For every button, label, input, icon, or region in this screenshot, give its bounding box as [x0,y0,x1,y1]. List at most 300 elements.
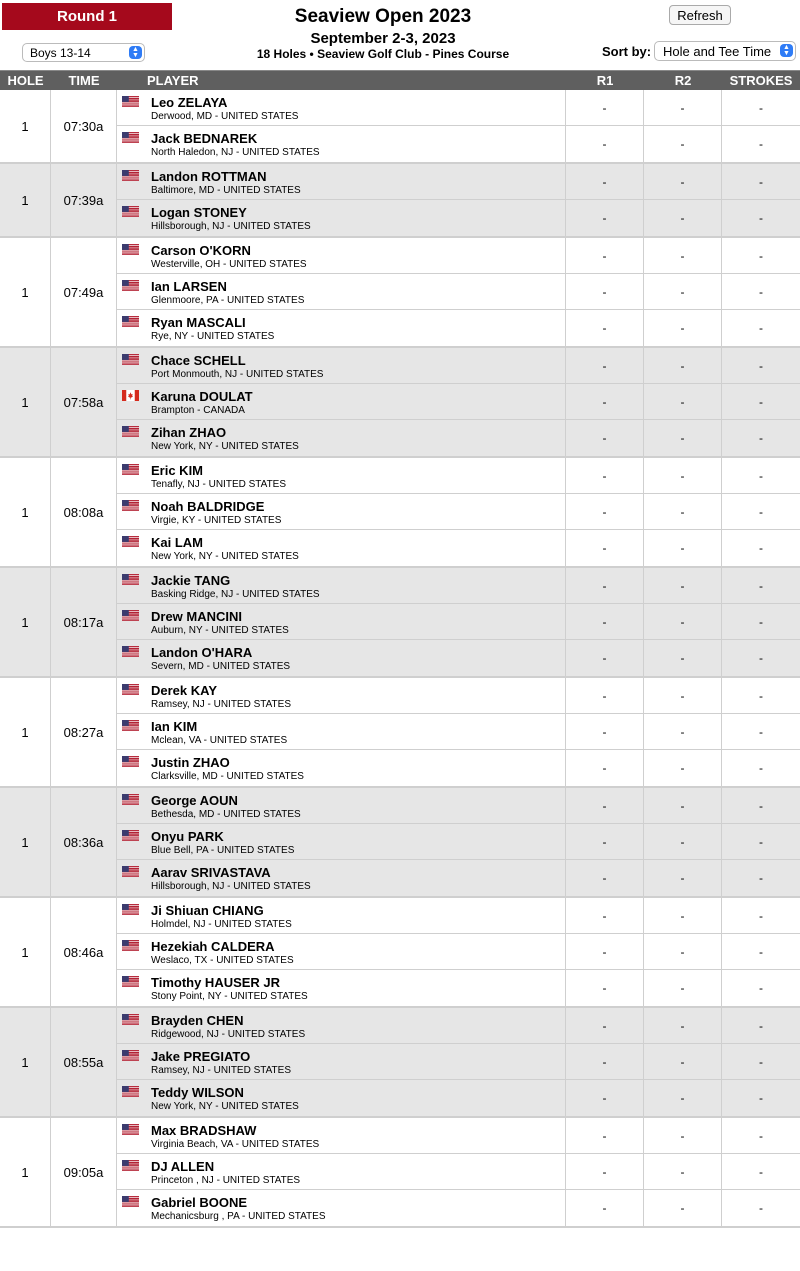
hole-cell: 1 [0,568,51,676]
player-name[interactable]: Ian LARSEN [151,279,227,294]
score-strokes: - [759,431,763,445]
player-row[interactable] [117,1044,800,1080]
player-name[interactable]: Zihan ZHAO [151,425,227,440]
column-hole: HOLE [7,73,44,88]
player-row[interactable] [117,604,800,640]
usa-flag-icon [122,1012,139,1023]
event-title: Seaview Open 2023 [294,6,472,27]
usa-flag-icon [122,242,139,253]
player-cell [117,1008,566,1043]
score-r2: - [644,898,722,933]
group-players [117,1118,800,1226]
score-r2: - [644,164,722,199]
player-row[interactable] [117,238,800,274]
tee-time-cell: 08:17a [51,568,117,676]
score-r2: - [644,494,722,529]
usa-flag-icon [122,792,139,803]
player-cell [117,1080,566,1116]
player-name[interactable]: Leo ZELAYA [151,95,228,110]
score-r2: - [644,934,722,969]
event-dates: September 2-3, 2023 [310,30,456,47]
player-location: Glenmoore, PA - UNITED STATES [151,295,305,306]
score-r2: - [644,1118,722,1153]
sort-select-value: Hole and Tee Time [663,43,772,59]
score-strokes: - [759,651,763,665]
score-strokes: - [759,358,763,373]
player-row[interactable] [117,494,800,530]
score-r2: - [644,604,722,639]
player-cell [117,568,566,603]
score-strokes: - [759,284,763,299]
player-cell [117,126,566,162]
player-name[interactable]: Landon O'HARA [151,645,253,660]
score-strokes: - [759,908,763,923]
score-r1: - [566,604,644,639]
player-location: Stony Point, NY - UNITED STATES [151,991,308,1002]
score-strokes: - [759,541,763,555]
player-location: Derwood, MD - UNITED STATES [151,111,299,122]
player-row[interactable] [117,1118,800,1154]
player-row[interactable] [117,640,800,676]
player-name[interactable]: Teddy WILSON [151,1085,244,1100]
player-cell [117,164,566,199]
player-cell [117,238,566,273]
sort-select[interactable] [654,41,796,61]
usa-flag-icon [122,938,139,949]
player-location: Rye, NY - UNITED STATES [151,331,275,342]
usa-flag-icon [122,314,139,325]
group-players [117,1008,800,1116]
player-cell [117,714,566,749]
score-strokes: - [759,1201,763,1215]
score-r1: - [566,824,644,859]
hole-cell: 1 [0,348,51,456]
score-r2: - [644,640,722,676]
player-row[interactable] [117,530,800,566]
select-arrows-icon: ▲ ▼ [780,44,793,57]
player-name[interactable]: Timothy HAUSER JR [151,975,281,990]
player-location: Ramsey, NJ - UNITED STATES [151,699,292,710]
score-r2: - [644,1190,722,1226]
score-r2: - [644,310,722,346]
tee-time-group [0,1118,800,1228]
hole-cell: 1 [0,898,51,1006]
score-r2: - [644,1044,722,1079]
player-cell [117,678,566,713]
score-r2: - [644,568,722,603]
usa-flag-icon [122,902,139,913]
canada-flag-icon [122,388,139,399]
player-name[interactable]: Eric KIM [151,463,204,478]
player-row[interactable] [117,1080,800,1116]
player-location: Auburn, NY - UNITED STATES [151,625,289,636]
player-cell [117,970,566,1006]
player-cell [117,1154,566,1189]
player-location: New York, NY - UNITED STATES [151,1101,299,1112]
player-location: Baltimore, MD - UNITED STATES [151,185,301,196]
score-r2: - [644,348,722,383]
score-r1: - [566,750,644,786]
player-name[interactable]: DJ ALLEN [151,1159,215,1174]
player-name[interactable]: Gabriel BOONE [151,1195,248,1210]
group-players [117,458,800,566]
player-cell [117,1190,566,1226]
player-row[interactable] [117,200,800,236]
score-r1: - [566,348,644,383]
player-name[interactable]: Chace SCHELL [151,353,246,368]
usa-flag-icon [122,864,139,875]
round-tab[interactable]: Round 1 [2,3,172,30]
player-name[interactable]: Onyu PARK [151,829,224,844]
player-cell [117,788,566,823]
score-r2: - [644,238,722,273]
tee-time-group [0,458,800,568]
group-players [117,788,800,896]
hole-cell: 1 [0,1118,51,1226]
score-r1: - [566,458,644,493]
player-name[interactable]: Jackie TANG [151,573,231,588]
hole-cell: 1 [0,90,51,162]
hole-cell: 1 [0,238,51,346]
player-cell [117,640,566,676]
score-r2: - [644,200,722,236]
player-location: Mechanicsburg , PA - UNITED STATES [151,1211,326,1222]
usa-flag-icon [122,424,139,435]
player-name[interactable]: Ji Shiuan CHIANG [151,903,264,918]
score-r1: - [566,678,644,713]
player-location: Virginia Beach, VA - UNITED STATES [151,1139,320,1150]
score-strokes: - [759,1128,763,1143]
score-r1: - [566,530,644,566]
player-location: Blue Bell, PA - UNITED STATES [151,845,295,856]
player-cell [117,420,566,456]
tee-time-cell: 07:39a [51,164,117,236]
score-r1: - [566,126,644,162]
player-location: New York, NY - UNITED STATES [151,551,299,562]
score-r1: - [566,1118,644,1153]
score-strokes: - [759,394,763,409]
score-r1: - [566,1190,644,1226]
score-r2: - [644,530,722,566]
score-r1: - [566,898,644,933]
score-r1: - [566,200,644,236]
group-players [117,164,800,236]
score-strokes: - [759,504,763,519]
tee-time-cell: 07:49a [51,238,117,346]
player-row[interactable] [117,824,800,860]
player-cell [117,274,566,309]
usa-flag-icon [122,572,139,583]
player-name[interactable]: Jake PREGIATO [151,1049,251,1064]
score-strokes: - [759,981,763,995]
group-players [117,238,800,346]
score-strokes: - [759,174,763,189]
hole-cell: 1 [0,678,51,786]
player-cell [117,494,566,529]
player-row[interactable] [117,384,800,420]
score-strokes: - [759,1054,763,1069]
player-name[interactable]: Kai LAM [151,535,203,550]
player-location: Port Monmouth, NJ - UNITED STATES [151,369,324,380]
score-r2: - [644,1080,722,1116]
tee-time-group [0,788,800,898]
player-row[interactable] [117,860,800,896]
tee-time-group [0,898,800,1008]
player-name[interactable]: Noah BALDRIDGE [151,499,265,514]
usa-flag-icon [122,498,139,509]
score-strokes: - [759,578,763,593]
score-r1: - [566,860,644,896]
player-name[interactable]: Jack BEDNAREK [151,131,258,146]
player-cell [117,750,566,786]
score-r2: - [644,274,722,309]
score-strokes: - [759,944,763,959]
player-cell [117,90,566,125]
player-location: Basking Ridge, NJ - UNITED STATES [151,589,320,600]
score-strokes: - [759,614,763,629]
player-location: Weslaco, TX - UNITED STATES [151,955,294,966]
refresh-button[interactable]: Refresh [669,5,731,25]
player-name[interactable]: Carson O'KORN [151,243,251,258]
column-r1: R1 [596,73,614,88]
hole-cell: 1 [0,788,51,896]
usa-flag-icon [122,1084,139,1095]
score-r1: - [566,1044,644,1079]
player-cell [117,1044,566,1079]
tee-time-cell: 07:30a [51,90,117,162]
tee-time-cell: 07:58a [51,348,117,456]
column-r2: R2 [674,73,692,88]
player-location: North Haledon, NJ - UNITED STATES [151,147,320,158]
group-players [117,678,800,786]
score-strokes: - [759,248,763,263]
player-name[interactable]: Ian KIM [151,719,198,734]
usa-flag-icon [122,1158,139,1169]
group-players [117,898,800,1006]
player-row[interactable] [117,678,800,714]
player-cell [117,310,566,346]
usa-flag-icon [122,754,139,765]
score-strokes: - [759,1164,763,1179]
player-name[interactable]: Derek KAY [151,683,218,698]
player-name[interactable]: Drew MANCINI [151,609,243,624]
tee-time-cell: 08:36a [51,788,117,896]
score-r2: - [644,1154,722,1189]
player-row[interactable] [117,714,800,750]
player-name[interactable]: Hezekiah CALDERA [151,939,275,954]
score-r1: - [566,970,644,1006]
player-name[interactable]: Max BRADSHAW [151,1123,257,1138]
player-row[interactable] [117,750,800,786]
player-location: Westerville, OH - UNITED STATES [151,259,307,270]
player-row[interactable] [117,1190,800,1226]
score-r1: - [566,310,644,346]
usa-flag-icon [122,608,139,619]
player-row[interactable] [117,934,800,970]
usa-flag-icon [122,1048,139,1059]
player-row[interactable] [117,310,800,346]
score-r2: - [644,824,722,859]
player-cell [117,348,566,383]
player-cell [117,1118,566,1153]
score-strokes: - [759,724,763,739]
player-location: Tenafly, NJ - UNITED STATES [151,479,287,490]
player-location: Brampton - CANADA [151,405,245,416]
score-r1: - [566,1080,644,1116]
player-location: Clarksville, MD - UNITED STATES [151,771,304,782]
tee-time-group [0,238,800,348]
player-cell [117,200,566,236]
player-row[interactable] [117,420,800,456]
score-strokes: - [759,137,763,151]
player-row[interactable] [117,126,800,162]
score-r2: - [644,788,722,823]
player-location: Virgie, KY - UNITED STATES [151,515,282,526]
player-name[interactable]: Ryan MASCALI [151,315,246,330]
player-row[interactable] [117,568,800,604]
player-row[interactable] [117,970,800,1006]
player-name[interactable]: Karuna DOULAT [151,389,253,404]
player-cell [117,824,566,859]
score-strokes: - [759,871,763,885]
player-location: Ramsey, NJ - UNITED STATES [151,1065,292,1076]
usa-flag-icon [122,352,139,363]
column-player: PLAYER [147,73,199,88]
score-strokes: - [759,468,763,483]
score-r1: - [566,788,644,823]
player-row[interactable] [117,1008,800,1044]
score-r1: - [566,1154,644,1189]
tee-time-group [0,90,800,164]
tee-time-group [0,348,800,458]
score-r2: - [644,750,722,786]
tee-time-group [0,1008,800,1118]
score-r2: - [644,420,722,456]
column-strokes: STROKES [729,73,793,88]
usa-flag-icon [122,1122,139,1133]
tee-times-table [0,90,800,1228]
player-location: Holmdel, NJ - UNITED STATES [151,919,292,930]
score-r2: - [644,126,722,162]
score-r1: - [566,90,644,125]
usa-flag-icon [122,130,139,141]
sort-label: Sort by: [602,44,652,59]
tee-time-cell: 08:08a [51,458,117,566]
player-cell [117,860,566,896]
player-location: New York, NY - UNITED STATES [151,441,299,452]
score-r1: - [566,494,644,529]
player-row[interactable] [117,164,800,200]
player-name[interactable]: Logan STONEY [151,205,247,220]
player-location: Severn, MD - UNITED STATES [151,661,291,672]
player-location: Ridgewood, NJ - UNITED STATES [151,1029,306,1040]
usa-flag-icon [122,1194,139,1205]
score-r1: - [566,568,644,603]
player-location: Hillsborough, NJ - UNITED STATES [151,881,311,892]
column-time: TIME [68,73,100,88]
score-strokes: - [759,321,763,335]
player-row[interactable] [117,898,800,934]
usa-flag-icon [122,682,139,693]
score-r1: - [566,640,644,676]
player-name[interactable]: George AOUN [151,793,238,808]
score-r2: - [644,458,722,493]
player-cell [117,458,566,493]
player-row[interactable] [117,348,800,384]
player-row[interactable] [117,788,800,824]
usa-flag-icon [122,278,139,289]
player-name[interactable]: Brayden CHEN [151,1013,244,1028]
usa-flag-icon [122,204,139,215]
player-name[interactable]: Justin ZHAO [151,755,230,770]
hole-cell: 1 [0,458,51,566]
score-strokes: - [759,1091,763,1105]
player-row[interactable] [117,458,800,494]
score-r2: - [644,860,722,896]
hole-cell: 1 [0,1008,51,1116]
player-row[interactable] [117,90,800,126]
tee-time-group [0,568,800,678]
tee-time-cell: 09:05a [51,1118,117,1226]
score-r2: - [644,384,722,419]
player-row[interactable] [117,1154,800,1190]
player-name[interactable]: Landon ROTTMAN [151,169,267,184]
usa-flag-icon [122,644,139,655]
player-row[interactable] [117,274,800,310]
player-cell [117,384,566,419]
usa-flag-icon [122,534,139,545]
tee-time-group [0,164,800,238]
page-header [0,0,800,70]
usa-flag-icon [122,974,139,985]
score-r1: - [566,238,644,273]
score-r1: - [566,384,644,419]
tee-time-group [0,678,800,788]
score-r2: - [644,970,722,1006]
hole-cell: 1 [0,164,51,236]
usa-flag-icon [122,828,139,839]
division-select-value: Boys 13-14 [30,45,91,60]
score-r1: - [566,714,644,749]
player-cell [117,934,566,969]
group-players [117,90,800,162]
score-strokes: - [759,834,763,849]
usa-flag-icon [122,168,139,179]
select-arrows-icon: ▲ ▼ [129,46,142,59]
player-location: Mclean, VA - UNITED STATES [151,735,288,746]
score-r2: - [644,90,722,125]
player-cell [117,898,566,933]
tee-time-cell: 08:46a [51,898,117,1006]
score-strokes: - [759,211,763,225]
group-players [117,348,800,456]
score-strokes: - [759,798,763,813]
usa-flag-icon [122,94,139,105]
score-r1: - [566,420,644,456]
score-r1: - [566,1008,644,1043]
player-name[interactable]: Aarav SRIVASTAVA [151,865,271,880]
score-r1: - [566,934,644,969]
score-r1: - [566,274,644,309]
group-players [117,568,800,676]
score-strokes: - [759,100,763,115]
tee-time-cell: 08:55a [51,1008,117,1116]
score-r1: - [566,164,644,199]
player-cell [117,604,566,639]
column-header-bar [0,70,800,90]
usa-flag-icon [122,718,139,729]
player-location: Hillsborough, NJ - UNITED STATES [151,221,311,232]
